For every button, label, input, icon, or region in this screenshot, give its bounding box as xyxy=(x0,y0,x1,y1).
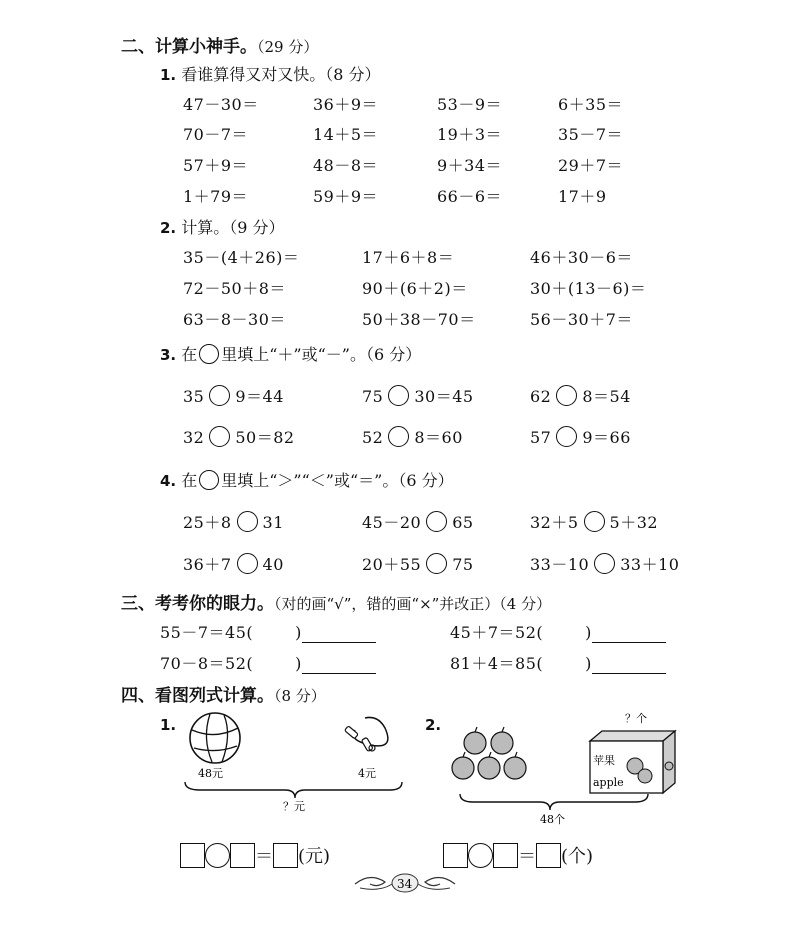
equation: 63－8－30＝ xyxy=(183,310,286,329)
answer-row-2: ＝ (个) xyxy=(443,842,593,868)
right-operand: 31 xyxy=(262,513,284,532)
equation: 70－7＝ xyxy=(183,125,249,144)
answer-circle[interactable] xyxy=(237,511,258,532)
equation: 57＋9＝ xyxy=(183,156,249,175)
check-paren-close: ) xyxy=(585,623,592,642)
equation: 36＋9＝ xyxy=(313,95,379,114)
equation: 30＋(13－6)＝ xyxy=(530,279,647,298)
volleyball-icon xyxy=(190,713,240,763)
left-operand: 62 xyxy=(530,387,552,406)
operator-circle[interactable] xyxy=(205,843,230,868)
correction-blank[interactable] xyxy=(592,657,666,674)
equation: 17＋6＋8＝ xyxy=(362,248,455,267)
equation: 6＋35＝ xyxy=(558,95,624,114)
answer-circle[interactable] xyxy=(209,426,230,447)
left-operand: 52 xyxy=(362,428,384,447)
correction-blank[interactable] xyxy=(302,657,376,674)
fill-in-equation xyxy=(362,552,474,576)
check-equation: 55－7＝45( xyxy=(160,623,254,642)
correction-blank[interactable] xyxy=(592,626,666,643)
section-4-title: 四、看图列式计算。（8 分） xyxy=(121,686,326,706)
equation: 90＋(6＋2)＝ xyxy=(362,279,468,298)
fill-in-equation xyxy=(530,552,679,576)
total-brace xyxy=(185,782,402,798)
answer-circle[interactable] xyxy=(237,553,258,574)
total-label: 48个 xyxy=(540,813,565,826)
left-operand: 20＋55 xyxy=(362,555,422,574)
equation: 48－8＝ xyxy=(313,156,379,175)
problem-2-header: 2. 计算。（9 分） xyxy=(160,218,285,237)
right-operand: 30＝45 xyxy=(414,387,474,406)
right-operand: 5＋32 xyxy=(609,513,659,532)
answer-circle[interactable] xyxy=(556,385,577,406)
problem-4-header: 4. 在 里填上“＞”“＜”或“＝”。（6 分） xyxy=(160,471,454,490)
equation: 66－6＝ xyxy=(437,187,503,206)
equation: 56－30＋7＝ xyxy=(530,310,633,329)
equation: 14＋5＝ xyxy=(313,125,379,144)
total-label: ？元 xyxy=(283,800,305,813)
answer-box[interactable] xyxy=(443,843,468,868)
equation: 1＋79＝ xyxy=(183,187,249,206)
equation: 35－7＝ xyxy=(558,125,624,144)
check-item xyxy=(160,651,376,674)
answer-circle[interactable] xyxy=(556,426,577,447)
check-equation: 70－8＝52( xyxy=(160,654,254,673)
equation: 9＋34＝ xyxy=(437,156,503,175)
fill-in-equation xyxy=(530,510,658,534)
answer-box[interactable] xyxy=(273,843,298,868)
correction-blank[interactable] xyxy=(302,626,376,643)
right-operand: 33＋10 xyxy=(620,555,680,574)
check-equation: 45＋7＝52( xyxy=(450,623,544,642)
equation: 17＋9 xyxy=(558,187,607,206)
left-operand: 32 xyxy=(183,428,205,447)
left-operand: 33－10 xyxy=(530,555,590,574)
check-paren-close: ) xyxy=(295,623,302,642)
fill-in-equation xyxy=(362,510,474,534)
box-label-en: apple xyxy=(593,776,624,789)
circle-icon xyxy=(199,470,219,490)
jump-rope-icon xyxy=(344,717,387,751)
left-operand: 32＋5 xyxy=(530,513,579,532)
answer-circle[interactable] xyxy=(426,511,447,532)
right-operand: 65 xyxy=(452,513,474,532)
check-item xyxy=(450,620,666,643)
answer-box[interactable] xyxy=(180,843,205,868)
right-operand: 40 xyxy=(262,555,284,574)
equation: 59＋9＝ xyxy=(313,187,379,206)
left-operand: 45－20 xyxy=(362,513,422,532)
answer-circle[interactable] xyxy=(209,385,230,406)
fill-in-equation xyxy=(530,425,631,449)
problem-1-header: 1. 看谁算得又对又快。（8 分） xyxy=(160,65,381,84)
check-paren-close: ) xyxy=(295,654,302,673)
left-operand: 36＋7 xyxy=(183,555,232,574)
answer-box[interactable] xyxy=(536,843,561,868)
fill-in-equation xyxy=(362,384,474,408)
ball-price-label: 48元 xyxy=(198,767,223,780)
fill-in-equation xyxy=(183,510,284,534)
fill-in-equation xyxy=(183,384,284,408)
check-equation: 81＋4＝85( xyxy=(450,654,544,673)
page-number: 34 xyxy=(397,877,413,891)
problem-3-header: 3. 在 里填上“＋”或“－”。（6 分） xyxy=(160,345,422,364)
figure-2-number: 2. xyxy=(425,716,442,734)
footer-ornament xyxy=(350,870,460,896)
fill-in-equation xyxy=(183,552,284,576)
equation: 53－9＝ xyxy=(437,95,503,114)
equation: 19＋3＝ xyxy=(437,125,503,144)
answer-box[interactable] xyxy=(230,843,255,868)
answer-circle[interactable] xyxy=(426,553,447,574)
answer-circle[interactable] xyxy=(388,385,409,406)
operator-circle[interactable] xyxy=(468,843,493,868)
equation: 72－50＋8＝ xyxy=(183,279,286,298)
check-item xyxy=(160,620,376,643)
fill-in-equation xyxy=(530,384,631,408)
apple-group-icon xyxy=(452,727,526,779)
right-operand: 75 xyxy=(452,555,474,574)
rope-price-label: 4元 xyxy=(358,767,376,780)
figure-1 xyxy=(180,710,410,825)
check-paren-close: ) xyxy=(585,654,592,673)
right-operand: 8＝60 xyxy=(414,428,463,447)
section-2-title: 二、计算小神手。（29 分） xyxy=(121,37,319,57)
answer-box[interactable] xyxy=(493,843,518,868)
answer-row-1: ＝ (元) xyxy=(180,842,330,868)
right-operand: 9＝44 xyxy=(235,387,284,406)
fill-in-equation xyxy=(362,425,463,449)
right-operand: 8＝54 xyxy=(582,387,631,406)
equation: 29＋7＝ xyxy=(558,156,624,175)
question-label: ？个 xyxy=(625,712,647,725)
equation: 50＋38－70＝ xyxy=(362,310,476,329)
equation: 46＋30－6＝ xyxy=(530,248,633,267)
answer-circle[interactable] xyxy=(584,511,605,532)
figure-1-number: 1. xyxy=(160,716,177,734)
equation: 35－(4＋26)＝ xyxy=(183,248,300,267)
fill-in-equation xyxy=(183,425,295,449)
left-operand: 75 xyxy=(362,387,384,406)
left-operand: 35 xyxy=(183,387,205,406)
circle-icon xyxy=(199,344,219,364)
answer-circle[interactable] xyxy=(388,426,409,447)
total-brace xyxy=(460,794,648,810)
equation: 47－30＝ xyxy=(183,95,259,114)
left-operand: 57 xyxy=(530,428,552,447)
left-operand: 25＋8 xyxy=(183,513,232,532)
box-label-cn: 苹果 xyxy=(593,754,615,767)
answer-circle[interactable] xyxy=(594,553,615,574)
section-3-title: 三、考考你的眼力。（对的画“√”，错的画“×”并改正）（4 分） xyxy=(121,594,552,614)
apple-box-icon xyxy=(590,731,675,793)
check-item xyxy=(450,651,666,674)
figure-2 xyxy=(445,706,685,831)
right-operand: 9＝66 xyxy=(582,428,631,447)
right-operand: 50＝82 xyxy=(235,428,295,447)
